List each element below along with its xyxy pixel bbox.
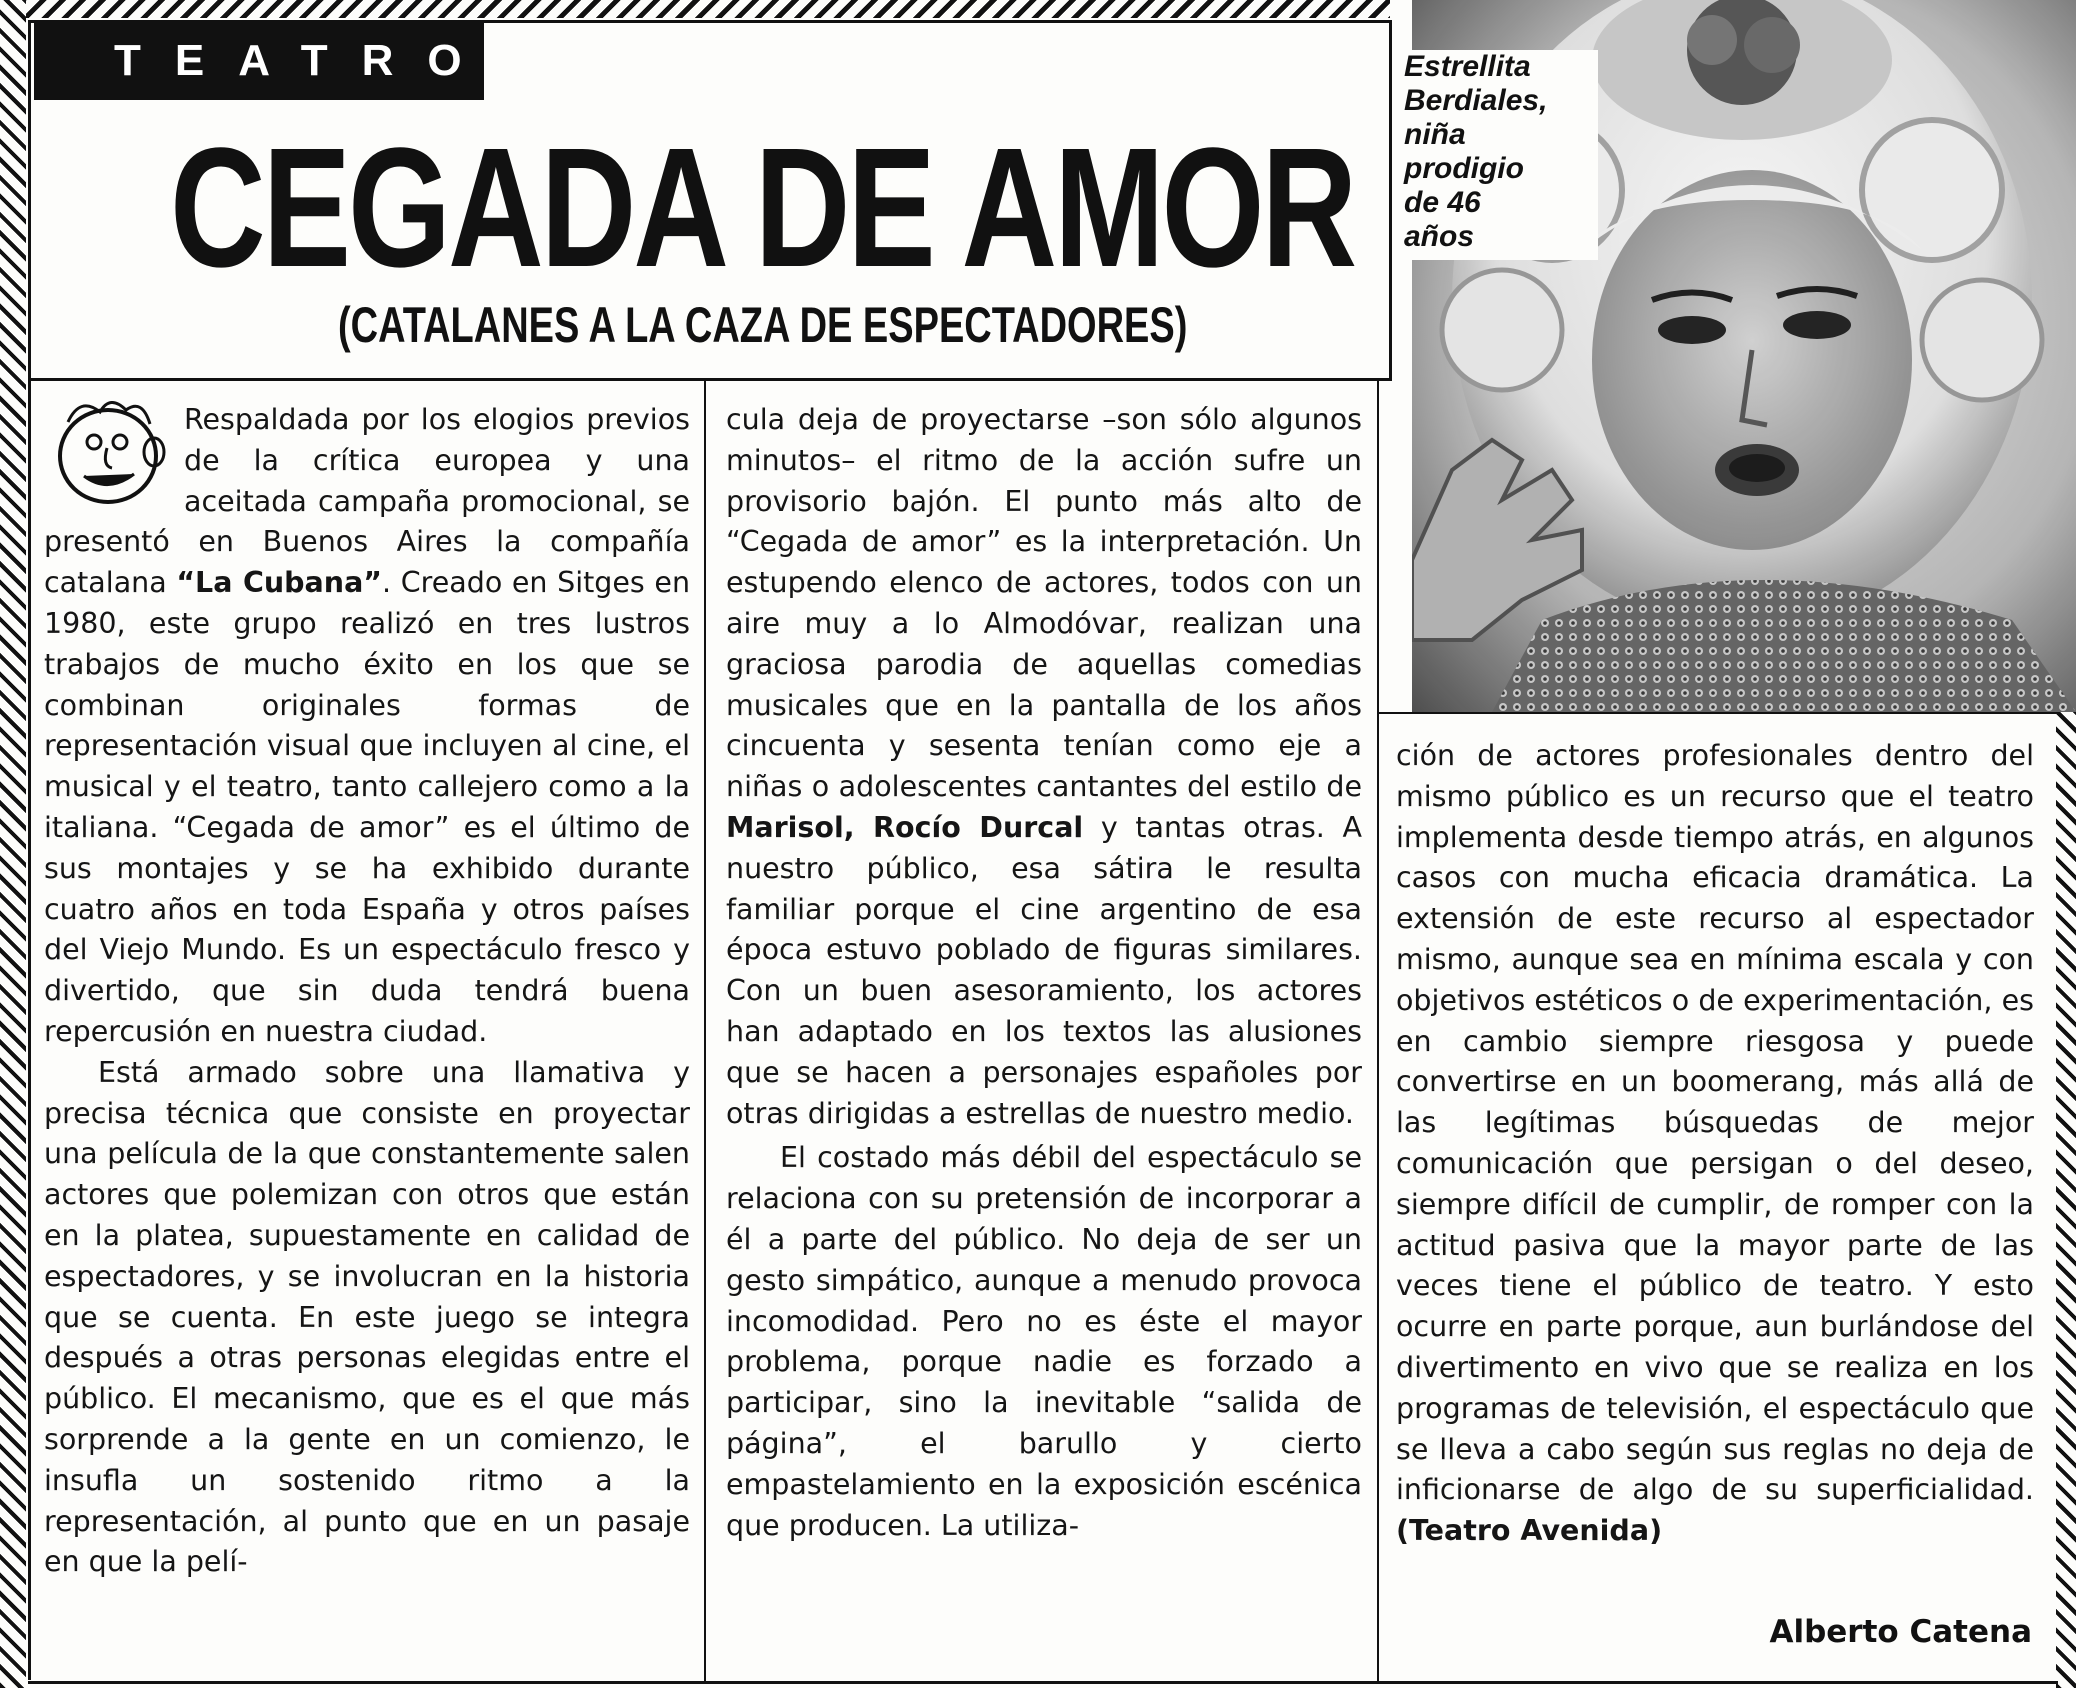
cartoon-face-icon — [50, 392, 174, 510]
headline: CEGADA DE AMOR — [170, 113, 1355, 303]
frame-rule-left — [28, 20, 31, 1680]
photo-caption — [1400, 50, 1598, 260]
zigzag-border-right — [2056, 710, 2076, 1688]
article-paragraph — [1396, 736, 2034, 1552]
article-column-2 — [726, 400, 1362, 1546]
column-divider-2 — [1377, 380, 1379, 1682]
caption-line: años — [1404, 220, 1475, 253]
zigzag-border-left — [0, 0, 26, 1688]
text-run: El costado más débil del espectáculo se relaciona con su pretensión de incorporar a él a parte del público. No deja de ser un gesto simpático, aunque a menudo provoca incomodidad. Pero no es éste el mayor problema, porque nadie es forzado a participar, sino la inevitable “salida de página”, el barullo y cierto empastelamiento en la exposición escénica que producen. La utiliza- — [726, 1141, 1362, 1542]
header-rule — [28, 378, 1392, 381]
caption-line: niña — [1404, 118, 1466, 151]
text-run: Está armado sobre una llamativa y precisa técnica que consiste en proyectar una película de la que constantemente salen actores que polemizan con otros que están en la platea, supuestamente en calidad de espectadores, y se involucran en la historia que se cuenta. En este juego se integra después a otras personas elegidas entre el público. El mecanismo, que es el que más sorprende a la gente en un comienzo, le insufla un sostenido ritmo a la representación, al punto que en un pasaje en que la pelí- — [44, 1055, 690, 1579]
frame-rule-bottom — [28, 1681, 2058, 1684]
bold-text-run: Marisol, Rocío Durcal — [726, 810, 1084, 844]
column-divider-1 — [704, 380, 706, 1682]
photo-bottom-rule — [1377, 712, 2057, 714]
bold-text-run: (Teatro Avenida) — [1396, 1514, 1663, 1548]
subheadline: (CATALANES A LA CAZA DE ESPECTADORES) — [338, 297, 1188, 353]
text-run: Respaldada por los elogios previos de la crítica europea y una aceitada campaña promocional, se presentó en Buenos Aires la compañía catalana — [44, 403, 690, 600]
text-run: y tantas otras. A nuestro público, esa sátira le resulta familiar porque el cine argentino de esa época estuvo poblado de figuras similares. Con un buen asesoramiento, los actores han adaptado en los textos las alusiones que se hacen a personajes españoles por otras dirigidas a estrellas de nuestro medio. — [726, 810, 1362, 1130]
caption-line: Berdiales, — [1404, 84, 1548, 117]
caption-line: de 46 — [1404, 186, 1481, 219]
article-paragraph — [726, 1138, 1362, 1546]
caption-line: Estrellita — [1404, 50, 1531, 83]
article-column-3 — [1396, 736, 2034, 1552]
bold-text-run: “La Cubana” — [176, 566, 383, 600]
text-run: ción de actores profesionales dentro del mismo público es un recurso que el teatro implementa desde tiempo atrás, en algunos casos con mucha eficacia dramática. La extensión de este recurso al espectador mismo, aunque sea en mínima escala y con objetivos estéticos o de experimentación, es en cambio siempre riesgosa y puede convertirse en un boomerang, más allá de las legítimas búsquedas de mejor comunicación que persigan o del deseo, siempre difícil de cumplir, de romper con la actitud pasiva que la mayor parte de las veces tiene el público de teatro. Y esto ocurre en parte porque, aun burlándose del divertimento en vivo que se realiza en los programas de televisión, el espectáculo que se lleva a cabo según sus reglas no deja de inficionarse de algo de su superficialidad. — [1396, 739, 2034, 1507]
byline: Alberto Catena — [1769, 1614, 2032, 1650]
header-right-rule — [1389, 20, 1392, 380]
text-run: cula deja de proyectarse –son sólo algunos minutos– el ritmo de la acción sufre un provisorio bajón. El punto más alto de “Cegada de amor” es la interpretación. Un estupendo elenco de actores, todos con un aire muy a lo Almodóvar, realizan una graciosa parodia de aquellas comedias musicales que en la pantalla de los años cincuenta y sesenta tenían como eje a niñas o adolescentes cantantes del estilo de — [726, 403, 1362, 804]
article-column-1 — [44, 400, 690, 1583]
zigzag-border-top — [0, 0, 1390, 18]
text-run: . Creado en Sitges en 1980, este grupo realizó en tres lustros trabajos de mucho éxito en los que se combinan originales formas de representación visual que incluyen al cine, el musical y el teatro, tanto callejero como a la italiana. “Cegada de amor” es el último de sus montajes y se ha exhibido durante cuatro años en toda España y otros países del Viejo Mundo. Es un espectáculo fresco y divertido, que sin duda tendrá buena repercusión en nuestra ciudad. — [44, 566, 691, 1048]
article-paragraph — [726, 400, 1362, 1134]
section-tag: TEATRO — [34, 22, 484, 100]
caption-line: prodigio — [1404, 152, 1524, 185]
article-paragraph — [44, 1053, 690, 1583]
